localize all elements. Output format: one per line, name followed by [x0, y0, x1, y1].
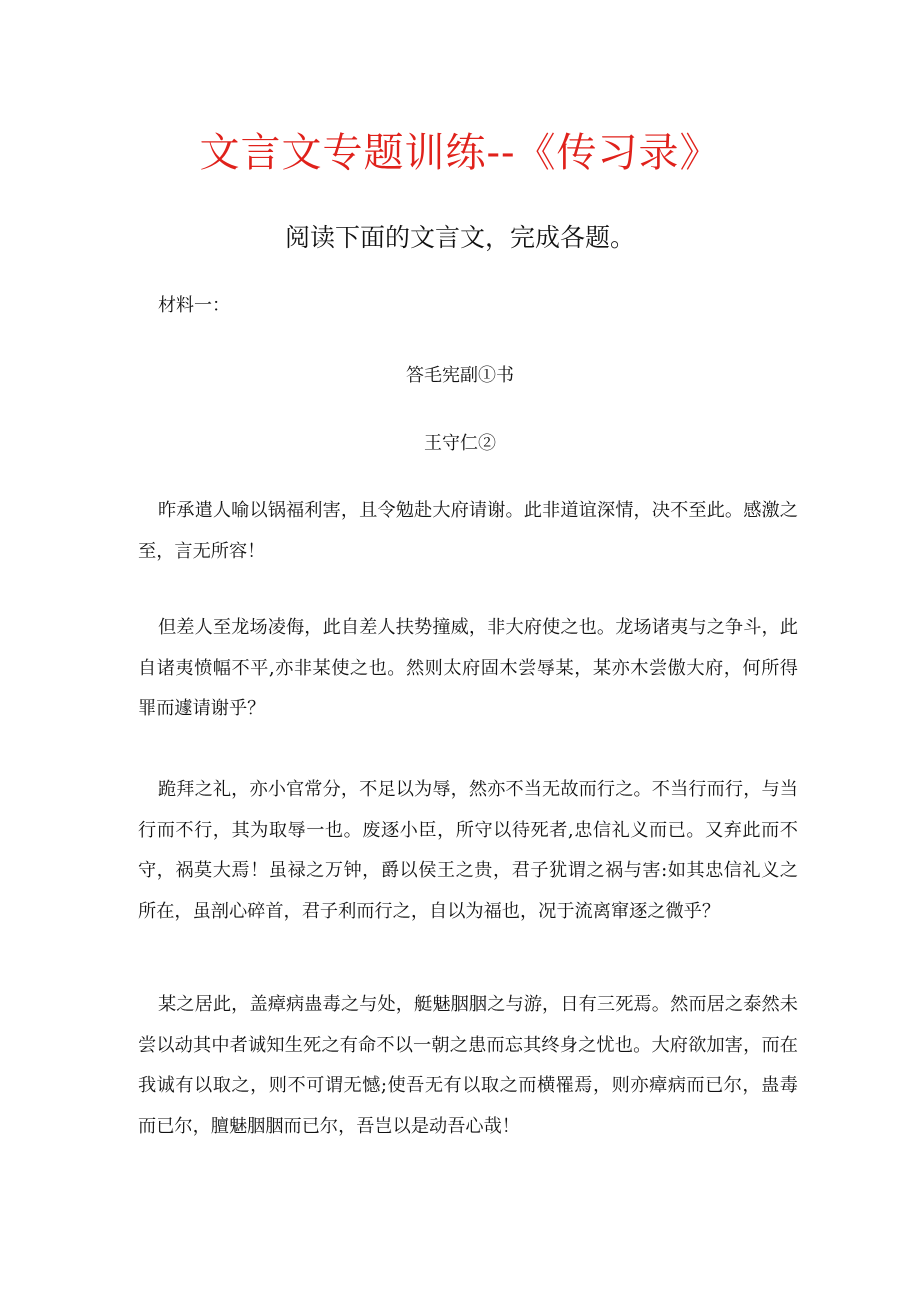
paragraph-2: 但差人至龙场凌侮，此自差人扶势撞威，非大府使之也。龙场诸夷与之争斗，此自诸夷愤幅不平,亦非某使之也。然则太府固木尝辱某，某亦木尝傲大府，何所得罪而遽请谢乎？: [138, 617, 798, 719]
instruction-text: 阅读下面的文言文，完成各题。: [284, 223, 635, 252]
paragraph-3: 跪拜之礼，亦小官常分，不足以为辱，然亦不当无故而行之。不当行而行，与当行而不行，其为取辱一也。废逐小臣，所守以待死者,忠信礼义而已。又弃此而不守，祸莫大焉！虽禄之万钟，爵以侯王之贵，君子犹谓之祸与害:如其忠信礼义之所在，虽剖心碎首，君子利而行之，自以为福也，况于流离窜逐之微乎？: [138, 779, 798, 922]
author-name: 王守仁②: [424, 433, 496, 454]
paragraph-1: 昨承遣人喻以锅福利害，且令勉赴大府请谢。此非道谊深情，决不至此。感激之至，言无所容！: [138, 500, 798, 562]
paragraph-4: 某之居此，盖瘴病蛊毒之与处，艇魅胭胭之与游，日有三死焉。然而居之泰然未尝以动其中者诚知生死之有命不以一朝之患而忘其终身之忧也。大府欲加害，而在我诚有以取之，则不可谓无憾;使吾无有以取之而横罹焉，则亦瘴病而已尔，蛊毒而已尔，膻魅胭胭而已尔，吾岂以是动吾心哉！: [138, 994, 798, 1137]
document-title: 文言文专题训练--《传习录》: [199, 130, 721, 176]
letter-title: 答毛宪副①书: [406, 365, 514, 386]
material-label: 材料一：: [158, 295, 230, 316]
